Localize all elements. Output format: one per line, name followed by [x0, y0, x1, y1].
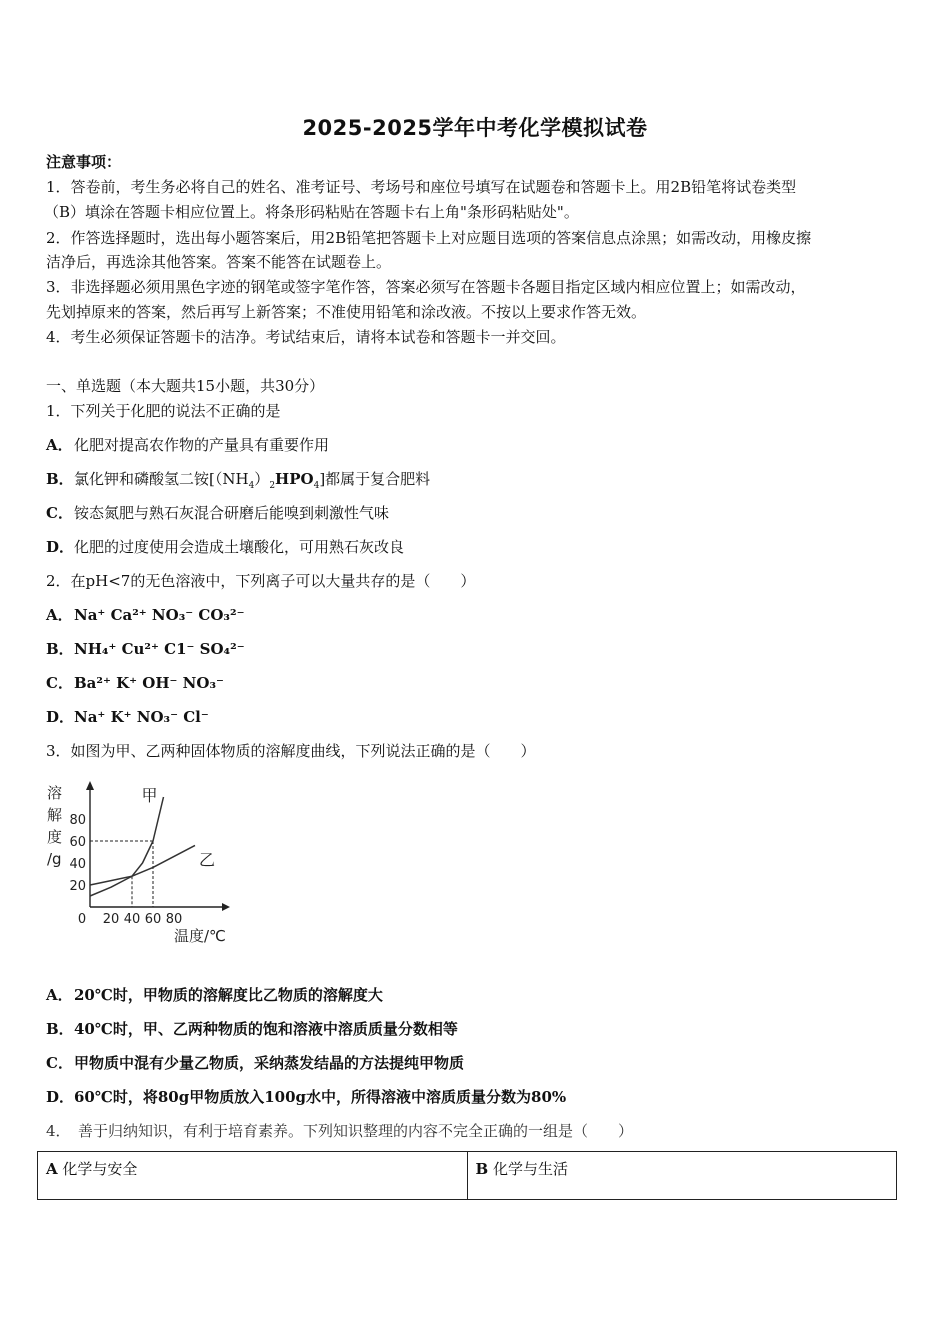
- section-heading: 一、单选题（本大题共15小题，共30分）: [46, 377, 325, 395]
- q4-cell-a: A 化学与安全: [38, 1152, 468, 1200]
- q2-option-a[interactable]: [46, 605, 245, 625]
- q2-stem: 2．在pH<7的无色溶液中，下列离子可以大量共存的是（ ）: [46, 572, 476, 590]
- notice-heading: 注意事项：: [46, 153, 122, 171]
- option-letter: D．: [46, 708, 75, 726]
- option-letter: A．: [46, 436, 73, 454]
- series-line-yi: [90, 845, 195, 885]
- option-letter: A．: [46, 986, 73, 1004]
- option-text: 化肥对提高农作物的产量具有重要作用: [74, 436, 330, 454]
- q1-stem: 1．下列关于化肥的说法不正确的是: [46, 402, 281, 420]
- q2-option-c[interactable]: [46, 673, 224, 693]
- option-text: NH₄⁺ Cu²⁺ C1⁻ SO₄²⁻: [74, 640, 245, 658]
- y-tick-label: 60: [69, 835, 86, 850]
- page-title: 2025-2025学年中考化学模拟试卷: [302, 116, 648, 140]
- option-letter: C．: [46, 504, 73, 522]
- y-axis-label-char: 度: [47, 828, 63, 846]
- series-line-jia: [90, 797, 164, 896]
- option-text: Ba²⁺ K⁺ OH⁻ NO₃⁻: [74, 674, 224, 692]
- option-letter: D．: [46, 538, 75, 556]
- notice-line-2: （B）填涂在答题卡相应位置上。将条形码粘贴在答题卡右上角"条形码粘贴处"。: [44, 203, 579, 221]
- q2-option-d[interactable]: [46, 707, 209, 727]
- notice-line-1: 1．答卷前，考生务必将自己的姓名、准考证号、考场号和座位号填写在试题卷和答题卡上。用2B铅笔将试卷类型: [46, 178, 797, 196]
- notice-line-3: 2．作答选择题时，选出每小题答案后，用2B铅笔把答题卡上对应题目选项的答案信息点涂黑；如需改动，用橡皮擦: [46, 229, 812, 247]
- option-letter: B．: [46, 470, 74, 488]
- option-text: 甲物质中混有少量乙物质，采纳蒸发结晶的方法提纯甲物质: [74, 1054, 465, 1072]
- series-label: 乙: [199, 850, 216, 870]
- y-axis-arrow: [86, 781, 94, 790]
- notice-line-6: 先划掉原来的答案，然后再写上新答案；不准使用铅笔和涂改液。不按以上要求作答无效。: [46, 303, 647, 321]
- option-text: 20℃时，甲物质的溶解度比乙物质的溶解度大: [74, 986, 383, 1004]
- q2-option-b[interactable]: [46, 639, 245, 659]
- option-text: 铵态氮肥与熟石灰混合研磨后能嗅到刺激性气味: [74, 504, 390, 522]
- y-axis-label-char: 溶: [47, 784, 63, 802]
- q1-option-d[interactable]: [46, 537, 404, 557]
- notice-line-4: 洁净后，再选涂其他答案。答案不能答在试题卷上。: [46, 253, 392, 271]
- x-tick-label: 80: [165, 912, 183, 927]
- x-tick-label: 40: [123, 912, 141, 927]
- solubility-chart: [44, 778, 244, 948]
- x-tick-label: 0: [77, 912, 87, 927]
- y-tick-label: 80: [69, 813, 86, 828]
- x-tick-label: 20: [102, 912, 120, 927]
- q1-option-a[interactable]: [46, 435, 329, 455]
- y-tick-label: 40: [69, 857, 86, 872]
- notice-line-7: 4．考生必须保证答题卡的洁净。考试结束后，请将本试卷和答题卡一并交回。: [46, 328, 566, 346]
- q1-option-b[interactable]: [46, 469, 430, 489]
- x-axis-arrow: [222, 903, 230, 911]
- option-letter: B．: [46, 1020, 74, 1038]
- option-text: Na⁺ Ca²⁺ NO₃⁻ CO₃²⁻: [74, 606, 245, 624]
- option-text: 40℃时，甲、乙两种物质的饱和溶液中溶质质量分数相等: [74, 1020, 458, 1038]
- q3-option-a[interactable]: [46, 985, 383, 1005]
- option-text: 60℃时，将80g甲物质放入100g水中，所得溶液中溶质质量分数为80%: [74, 1088, 567, 1106]
- option-text: 氯化钾和磷酸氢二铵$[(NH_4)_2HPO_4]$都属于复合肥料: [74, 470, 431, 491]
- q3-option-c[interactable]: [46, 1053, 464, 1073]
- q4-table: [37, 1151, 897, 1200]
- q3-stem: 3．如图为甲、乙两种固体物质的溶解度曲线，下列说法正确的是（ ）: [46, 742, 536, 760]
- series-label: 甲: [141, 786, 158, 805]
- q4-stem: 4． 善于归纳知识，有利于培育素养。下列知识整理的内容不完全正确的一组是（ ）: [46, 1122, 634, 1140]
- option-letter: D．: [46, 1088, 75, 1106]
- option-letter: C．: [46, 1054, 73, 1072]
- y-axis-label-char: /g: [47, 850, 62, 868]
- x-tick-label: 60: [144, 912, 162, 927]
- option-text: 化肥的过度使用会造成土壤酸化，可用熟石灰改良: [74, 538, 405, 556]
- q3-option-d[interactable]: [46, 1087, 566, 1107]
- option-letter: B．: [46, 640, 74, 658]
- q4-cell-b: B 化学与生活: [467, 1152, 897, 1200]
- y-axis-label-char: 解: [47, 806, 63, 824]
- y-tick-label: 20: [69, 879, 86, 894]
- q3-option-b[interactable]: [46, 1019, 458, 1039]
- option-letter: C．: [46, 674, 73, 692]
- option-letter: A．: [46, 606, 73, 624]
- option-text: Na⁺ K⁺ NO₃⁻ Cl⁻: [74, 708, 209, 726]
- notice-line-5: 3．非选择题必须用黑色字迹的钢笔或签字笔作答，答案必须写在答题卡各题目指定区域内相应位置上；如需改动，: [46, 278, 806, 296]
- x-axis-label: 温度/℃: [174, 927, 226, 945]
- q1-option-c[interactable]: [46, 503, 389, 523]
